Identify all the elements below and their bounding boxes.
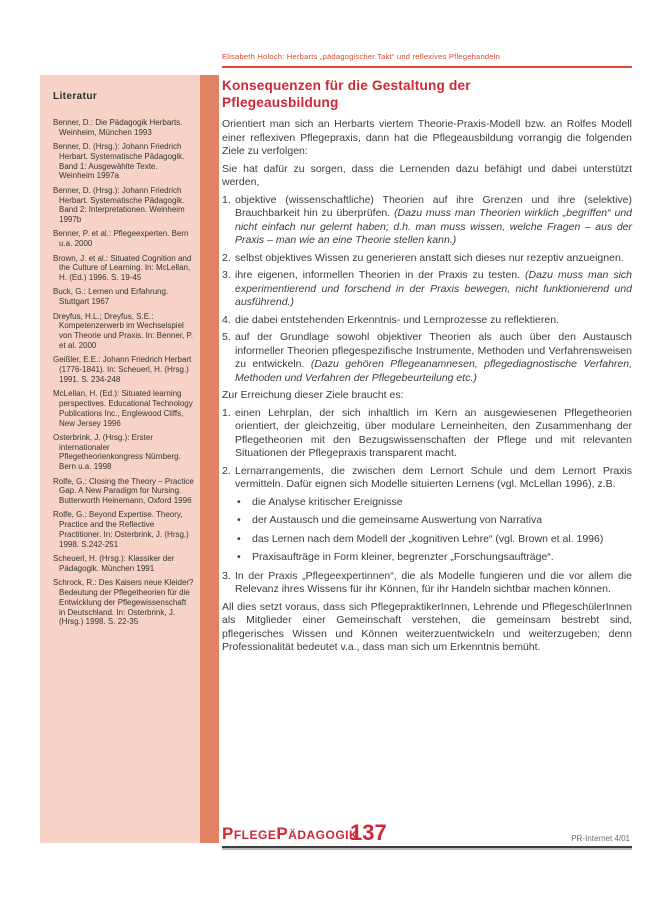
- page-footer: [222, 820, 632, 844]
- bullet-text: die Analyse kritischer Ereignisse: [252, 495, 403, 508]
- goal-item: [222, 269, 632, 310]
- footer-page-number: 137: [350, 820, 387, 845]
- bullet-icon: •: [237, 514, 241, 526]
- need-number: 1.: [222, 406, 231, 419]
- goal-text: die dabei entstehenden Erkenntnis- und Lernprozesse zu reflektieren.: [235, 313, 559, 326]
- literature-sidebar: [40, 75, 200, 843]
- need-text: einen Lehrplan, der sich inhaltlich im Kern an ausgewiesenen Pflegetheorien orientiert, der gleichzeitig, über modulare Lerneinheiten, den Zusammenhang der Pflegetheorien mit den Bezugswissenschaften der Pflege und mit relevanten Situationen der Pflegepraxis transparent macht.: [235, 406, 632, 459]
- bullet-icon: •: [237, 551, 241, 563]
- goal-number: 2.: [222, 251, 231, 264]
- bullet-icon: •: [237, 495, 241, 508]
- bullet-icon: •: [237, 532, 241, 545]
- reference-item: Osterbrink, J. (Hrsg.): Erster internationaler Pflegetheorienkongress Nürnberg. Bern u.a. 1998: [53, 432, 181, 472]
- bullet-item: [222, 533, 632, 547]
- goal-number: 3.: [222, 269, 231, 281]
- bullet-text: das Lernen nach dem Modell der „kognitiven Lehre“ (vgl. Brown et al. 1996): [252, 532, 604, 545]
- need-number: 3.: [222, 569, 231, 582]
- need-item: [222, 407, 632, 461]
- reference-item: Buck, G.: Lernen und Erfahrung. Stuttgart 1967: [53, 287, 169, 307]
- goal-text: selbst objektives Wissen zu generieren anstatt sich dieses nur rezeptiv anzueignen.: [235, 251, 624, 264]
- need-item: [222, 570, 632, 597]
- closing-paragraph: All dies setzt voraus, dass sich PflegepraktikerInnen, Lehrende und PflegeschülerInnen als Mitglieder einer Gemeinschaft verstehen, die gemeinsam bestrebt sind, pflegerisches Wissen und Können weiterzuentwickeln und weiterzugeben; denn Professionalität bedeutet v.a., dass man sich um Erkenntnis bemüht.: [222, 600, 632, 653]
- mid-paragraph: Zur Erreichung dieser Ziele braucht es:: [222, 389, 404, 401]
- article-title: [222, 78, 632, 111]
- article-title-line1: Konsequenzen für die Gestaltung der: [222, 78, 471, 93]
- goal-note: (Dazu gehören Pflegeanamnesen, pflegediagnostische Verfahren, Methoden und Verfahren der Pflegebeurteilung etc.): [235, 358, 633, 384]
- footer-issue-label: PR-Internet 4/01: [571, 834, 630, 843]
- sidebar-accent-strip: [200, 75, 219, 843]
- bullet-item: [222, 496, 632, 510]
- need-text: Lernarrangements, die zwischen dem Lernort Schule und dem Lernort Praxis vermitteln. Dafür eignen sich Modelle situierten Lernens (vgl. McLellan 1996), z.B.: [235, 464, 632, 490]
- goal-note: (Dazu muss man sich experimentierend und forschend in der Praxis bewegen, nicht funktionierend und ausführend.): [235, 269, 633, 308]
- goal-item: [222, 194, 632, 248]
- goal-item: [222, 314, 632, 328]
- reference-item: Benner, D. (Hrsg.): Johann Friedrich Herbart. Systematische Pädagogik. Band 1: Ausgewählte Texte. Weinheim 1997a: [53, 142, 185, 181]
- bullet-item: [222, 551, 632, 565]
- bullet-text: der Austausch und die gemeinsame Auswertung von Narrativa: [252, 514, 543, 526]
- article-body: [222, 78, 632, 659]
- goal-text: ihre eigenen, informellen Theorien in der Praxis zu testen.: [235, 269, 521, 281]
- goal-number: 1.: [222, 193, 231, 206]
- reference-item: Benner, P. et al.: Pflegeexperten. Bern u.a. 2000: [53, 229, 189, 249]
- need-number: 2.: [222, 464, 231, 477]
- reference-item: Benner, D. (Hrsg.): Johann Friedrich Herbart. Systematische Pädagogik. Band 2: Interpretationen. Weinheim 1997b: [53, 185, 185, 225]
- goal-note: (Dazu muss man Theorien wirklich „begriffen“ und nicht einfach nur gelernt haben; d.h. man muss wissen, welche Fragen – aus der Praxis – man wie an eine Theorie stellen kann.): [235, 207, 632, 246]
- bullet-text: Praxisaufträge in Form kleiner, begrenzter „Forschungsaufträge“.: [252, 551, 554, 563]
- reference-item: Dreyfus, H.L.; Dreyfus, S.E.: Kompetenzerwerb im Wechselspiel von Theorie und Praxis. In: Benner, P. et al. 2000: [53, 311, 194, 350]
- need-item: [222, 465, 632, 492]
- need-text: In der Praxis „Pflegeexpertinnen“, die als Modelle fungieren und die vor allem die Relevanz ihres Wissens für ihr Können, für ihr Handeln sichtbar machen können.: [235, 569, 632, 595]
- reference-item: Benner, D.: Die Pädagogik Herbarts. Weinheim, München 1993: [53, 118, 183, 137]
- goal-number: 4.: [222, 313, 231, 326]
- goal-number: 5.: [222, 331, 231, 343]
- goal-item: [222, 331, 632, 385]
- bullet-item: [222, 514, 632, 528]
- reference-item: McLellan, H. (Ed.): Situated learning perspectives. Educational Technology Publications Inc., Englewood Cliffs, New Jersey 1996: [53, 389, 193, 428]
- goal-text: auf der Grundlage sowohl objektiver Theorien als auch über den Austausch informeller Theorien pflegespezifische Instrumente, Methoden und Verfahrensweisen zu entwickeln.: [235, 331, 632, 370]
- reference-item: Rolfe, G.: Beyond Expertise. Theory, Practice and the Reflective Practitioner. In: Osterbrink, J. (Hrsg.) 1998. S.242-251: [53, 510, 189, 549]
- intro-paragraph: Sie hat dafür zu sorgen, dass die Lernenden dazu befähigt und dabei unterstützt werden,: [222, 162, 632, 188]
- sidebar-title: Literatur: [53, 91, 98, 102]
- reference-item: Rolfe, G.: Closing the Theory – Practice Gap. A New Paradigm for Nursing. Butterworth Heinemann, Oxford 1996: [53, 476, 194, 506]
- footer-journal-name: PflegePädagogik: [222, 824, 359, 843]
- reference-item: Schrock, R.: Des Kaisers neue Kleider? Bedeutung der Pflegetheorien für die Entwicklung der Pflegewissenschaft in Deutschland. In: Osterbrink, J. (Hrsg.) 1998. S. 22-35: [53, 578, 194, 627]
- footer-rule: [222, 846, 632, 848]
- goal-item: [222, 252, 632, 266]
- reference-item: Geißler, E.E.: Johann Friedrich Herbart (1776-1841). In: Scheuerl, H. (Hrsg.) 1991. S. 234-248: [53, 355, 192, 384]
- reference-item: Brown, J. et al.: Situated Cognition and the Culture of Learning. In: McLellan, H. (Ed.) 1996. S. 19-45: [53, 253, 192, 283]
- running-header: Elisabeth Holoch: Herbarts „pädagogischer Takt“ und reflexives Pflegehandeln: [222, 52, 632, 68]
- intro-paragraph: Orientiert man sich an Herbarts viertem Theorie-Praxis-Modell bzw. an Rolfes Modell einer reflexiven Pflegepraxis, dann hat die Pflegeausbildung vorrangig die folgenden Ziele zu verfolgen:: [222, 118, 632, 157]
- goal-text: objektive (wissenschaftliche) Theorien auf ihre Grenzen und ihre (selektive) Brauchbarkeit hin zu überprüfen.: [235, 193, 632, 219]
- reference-item: Scheuerl, H. (Hrsg.): Klassiker der Pädagogik. München 1991: [53, 554, 175, 573]
- article-title-line2: Pflegeausbildung: [222, 94, 339, 110]
